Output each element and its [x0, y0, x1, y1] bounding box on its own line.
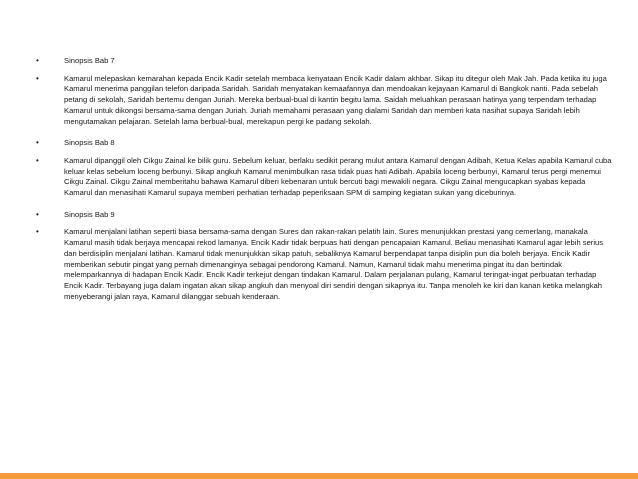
bullet-icon: • — [36, 73, 39, 83]
slide-content — [36, 56, 614, 302]
section-body-bab-9 — [36, 227, 614, 302]
section-heading-bab-8 — [36, 138, 614, 149]
heading-text: Sinopsis Bab 7 — [64, 56, 115, 65]
section-heading-bab-9 — [36, 210, 614, 221]
section-body-bab-7 — [36, 74, 614, 128]
heading-text: Sinopsis Bab 9 — [64, 209, 115, 219]
bullet-icon: • — [36, 209, 39, 219]
paragraph-text: Kamarul menjalani latihan seperti biasa bersama-sama dengan Sures dan rakan-rakan pelatih lain. Sures menunjukkan prestasi yang cemerlang, manakala Kamarul masih tidak berjaya mencapai rekod lamanya. Encik Kadir tidak berpuas hati dengan pencapaian Kamarul. Beliau menasihati Kamarul agar lebih serius dan berdisiplin menjalani latihan. Kamarul tidak menunjukkan sikap patuh, sebaliknya Kamarul berpendapat tanpa disiplin pun dia boleh berjaya. Encik Kadir memberikan sebutir pingat yang pernah dimenanginya sebagai pendorong Kamarul. Namun, Kamarul tidak mahu menerima pingat itu dan bertindak melemparkannya di hadapan Encik Kadir. Encik Kadir terkejut dengan tindakan Kamarul. Dalam perjalanan pulang, Kamarul teringat-ingat perbuatan terhadap Encik Kadir. Terbayang juga dalam ingatan akan sikap angkuh dan menyoal diri sendiri dengan sikapnya itu. Tanpa menoleh ke kiri dan kanan ketika melangkah menyeberangi jalan raya, Kamarul dilanggar sebuah kenderaan. — [64, 227, 604, 301]
bullet-icon: • — [36, 56, 39, 65]
bullet-icon: • — [36, 227, 39, 237]
paragraph-text: Kamarul melepaskan kemarahan kepada Encik Kadir setelah membaca kenyataan Encik Kadir dalam akhbar. Sikap itu ditegur oleh Mak Jah. Pada ketika itu juga Kamarul menerima panggilan telefon daripada Saridah. Saridah menyatakan kemaafannya dan mendoakan kejayaan Kamarul di Bangkok nanti. Pada sebelah petang di sekolah, Saridah bertemu dengan Juriah. Mereka berbual-bual di kantin begitu lama. Saidah meluahkan perasaan hatinya yang terpendam terhadap Kamarul untuk dikongsi bersama-sama dengan Juriah. Juriah memahami perasaan yang dialami Saridah dan memberi kata nasihat supaya Saridah lebih mengutamakan pelajaran. Setelah lama berbual-bual, merekapun pergi ke padang sekolah. — [64, 73, 607, 126]
section-body-bab-8 — [36, 156, 614, 199]
bullet-icon: • — [36, 138, 39, 148]
heading-text: Sinopsis Bab 8 — [64, 138, 115, 148]
bullet-icon: • — [36, 155, 39, 165]
paragraph-text: Kamarul dipanggil oleh Cikgu Zainal ke bilik guru. Sebelum keluar, berlaku sedikit perang mulut antara Kamarul dengan Adibah, Ketua Kelas apabila Kamarul cuba keluar kelas sebelum loceng berbunyi. Sikap angkuh Kamarul menimbulkan rasa tidak puas hati Adibah. Apabila loceng berbunyi, Kamarul terus pergi menemui Cikgu Zainal. Cikgu Zainal memberitahu bahawa Kamarul diberi kebenaran untuk bercuti bagi mewakili negara. Cikgu Zainal mengucapkan syabas kepada Kamarul dan menasihati Kamarul supaya memberi perhatian terhadap peperiksaan SPM di samping kegiatan sukan yang diceburinya. — [64, 155, 612, 198]
section-heading-bab-7 — [36, 56, 614, 67]
accent-bar — [0, 473, 638, 479]
